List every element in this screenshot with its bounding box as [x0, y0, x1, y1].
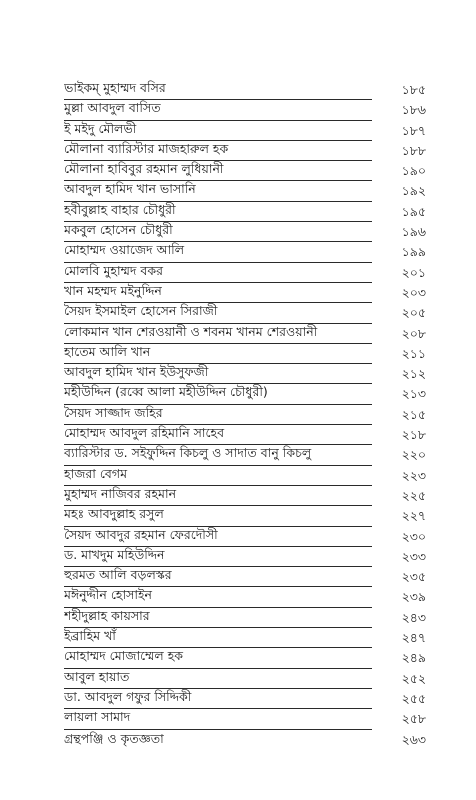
toc-entry [64, 709, 426, 729]
toc-entry-page-number: ১৯২ [401, 183, 426, 199]
toc-entry-page-number: ১৯৬ [401, 224, 426, 240]
toc-entry-title: খান মহম্মদ মইনুদ্দিন [64, 281, 372, 303]
toc-entry [64, 100, 426, 120]
toc-entry-page-number: ২৫৮ [401, 711, 426, 727]
toc-entry-page-number: ২২৭ [401, 508, 426, 524]
toc-entry-page-number: ২৩০ [401, 528, 426, 544]
toc-entry [64, 425, 426, 445]
toc-entry-title: লায়লা সামাদ [64, 707, 372, 729]
toc-entry-page-number: ২৪৭ [401, 630, 426, 646]
toc-entry-page-number: ১৮৬ [401, 102, 426, 118]
toc-entry [64, 242, 426, 262]
toc-entry-title: মকবুল হোসেন চৌধুরী [64, 220, 372, 242]
toc-entry-page-number: ১৯০ [401, 163, 426, 179]
toc-entry-page-number: ২১৮ [401, 427, 426, 443]
toc-entry [64, 283, 426, 303]
toc-entry-title: গ্রন্থপঞ্জি ও কৃতজ্ঞতা [64, 730, 164, 746]
toc-entry-title: মৌলানা হাবিবুর রহমান লুধিয়ানী [64, 159, 372, 181]
toc-entry-title: হাতেম আলি খান [64, 342, 372, 364]
toc-entry-page-number: ২৩৫ [401, 569, 426, 585]
toc-entry [64, 181, 426, 201]
toc-entry [64, 384, 426, 404]
toc-entry-page-number: ২০৩ [401, 284, 426, 300]
toc-entry-page-number: ১৯৯ [401, 244, 426, 260]
toc-entry [64, 202, 426, 222]
toc-entry [64, 648, 426, 668]
toc-entry-page-number: ২১১ [401, 345, 426, 361]
toc-entry-page-number: ২১৫ [401, 406, 426, 422]
table-of-contents [64, 80, 426, 750]
toc-entry [64, 80, 426, 100]
toc-entry-page-number: ২২০ [401, 447, 426, 463]
toc-entry [64, 486, 426, 506]
toc-entry-page-number: ২৩৯ [401, 589, 426, 605]
toc-entry-page-number: ২৬৩ [401, 731, 426, 747]
toc-entry-title: মৌলানা ব্যারিস্টার মাজহারুল হক [64, 139, 372, 161]
toc-entry-page-number: ১৮৭ [401, 122, 426, 138]
toc-entry [64, 445, 426, 465]
toc-entry-title: ড. মাখদুম মহিউদ্দিন [64, 545, 372, 567]
toc-entry [64, 527, 426, 547]
toc-entry [64, 222, 426, 242]
toc-entry-page-number: ২২৫ [401, 487, 426, 503]
toc-entry [64, 587, 426, 607]
toc-entry [64, 466, 426, 486]
toc-entry-page-number: ১৯৫ [401, 203, 426, 219]
toc-entry [64, 344, 426, 364]
toc-entry-title: হাজরা বেগম [64, 464, 372, 486]
toc-entry-title: ব্যারিস্টার ড. সইফুদ্দিন কিচলু ও সাদাত বানু কিচলু [64, 443, 372, 465]
toc-entry-page-number: ১৮৮ [401, 142, 426, 158]
toc-entry-title: মহঃ আবদুল্লাহ রসুল [64, 504, 372, 526]
toc-entry-page-number: ২০১ [401, 264, 426, 280]
toc-entry-title: ডা. আবদুল গফুর সিদ্দিকী [64, 687, 372, 709]
toc-entry [64, 364, 426, 384]
toc-entry [64, 405, 426, 425]
toc-entry [64, 669, 426, 689]
toc-entry-page-number: ২৪৯ [401, 650, 426, 666]
toc-entry-title: সৈয়দ ইসমাইল হোসেন সিরাজী [64, 301, 372, 323]
toc-entry-title: মুল্লা আবদুল বাসিত [64, 98, 372, 120]
toc-entry-title: ভাইকম্ মুহাম্মদ বসির [64, 78, 372, 100]
toc-entry-page-number: ১৮৫ [401, 82, 426, 97]
toc-entry [64, 141, 426, 161]
toc-entry [64, 730, 426, 750]
toc-entry-page-number: ২০৮ [401, 325, 426, 341]
toc-entry-page-number: ২১৩ [401, 386, 426, 402]
toc-entry [64, 506, 426, 526]
toc-entry-page-number: ২৫২ [401, 670, 426, 686]
toc-entry-title: আবদুল হামিদ খান ইউসুফজী [64, 362, 372, 384]
toc-entry-title: শহীদুল্লাহ কায়সার [64, 606, 372, 628]
toc-entry-title: মুহাম্মদ নাজিবর রহমান [64, 484, 372, 506]
toc-entry [64, 263, 426, 283]
toc-entry [64, 628, 426, 648]
toc-entry [64, 121, 426, 141]
toc-entry-title: আবুল হায়াত [64, 667, 372, 689]
toc-entry-title: মঈনুদ্দীন হোসাইন [64, 585, 372, 607]
toc-entry [64, 608, 426, 628]
toc-entry-page-number: ২৪৩ [401, 609, 426, 625]
toc-entry [64, 161, 426, 181]
toc-entry-title: সৈয়দ সাজ্জাদ জহির [64, 403, 372, 425]
toc-entry-page-number: ২০৫ [401, 305, 426, 321]
toc-entry-title: মহীউদ্দিন (রব্বে আলা মহীউদ্দিন চৌধুরী) [64, 382, 372, 404]
toc-entry-title: লোকমান খান শেরওয়ানী ও শবনম খানম শেরওয়ানী [64, 322, 372, 344]
toc-entry [64, 547, 426, 567]
toc-entry [64, 324, 426, 344]
toc-entry-title: সৈয়দ আবদুর রহমান ফেরদৌসী [64, 525, 372, 547]
toc-entry [64, 689, 426, 709]
toc-entry [64, 567, 426, 587]
toc-entry-page-number: ২৩৩ [401, 548, 426, 564]
toc-entry-title: ইব্রাহিম খাঁ [64, 626, 372, 648]
toc-entry-title: মোহাম্মদ মোজাম্মেল হক [64, 646, 372, 668]
toc-entry-page-number: ২১২ [401, 366, 426, 382]
toc-entry-title: মোহাম্মদ আবদুল রহিমানি সাহেব [64, 423, 372, 445]
toc-entry-title: হবীবুল্লাহ বাহার চৌধুরী [64, 200, 372, 222]
toc-entry-title: হুরমত আলি বড়লস্কর [64, 565, 372, 587]
toc-entry-title: ই মইদু মৌলভী [64, 119, 372, 141]
toc-entry-page-number: ২২৩ [401, 467, 426, 483]
toc-entry-page-number: ২৫৫ [401, 690, 426, 706]
toc-entry [64, 303, 426, 323]
toc-entry-title: আবদুল হামিদ খান ভাসানি [64, 179, 372, 201]
toc-entry-title: মোলবি মুহাম্মদ বকর [64, 261, 372, 283]
toc-entry-title: মোহাম্মদ ওয়াজেদ আলি [64, 240, 372, 262]
